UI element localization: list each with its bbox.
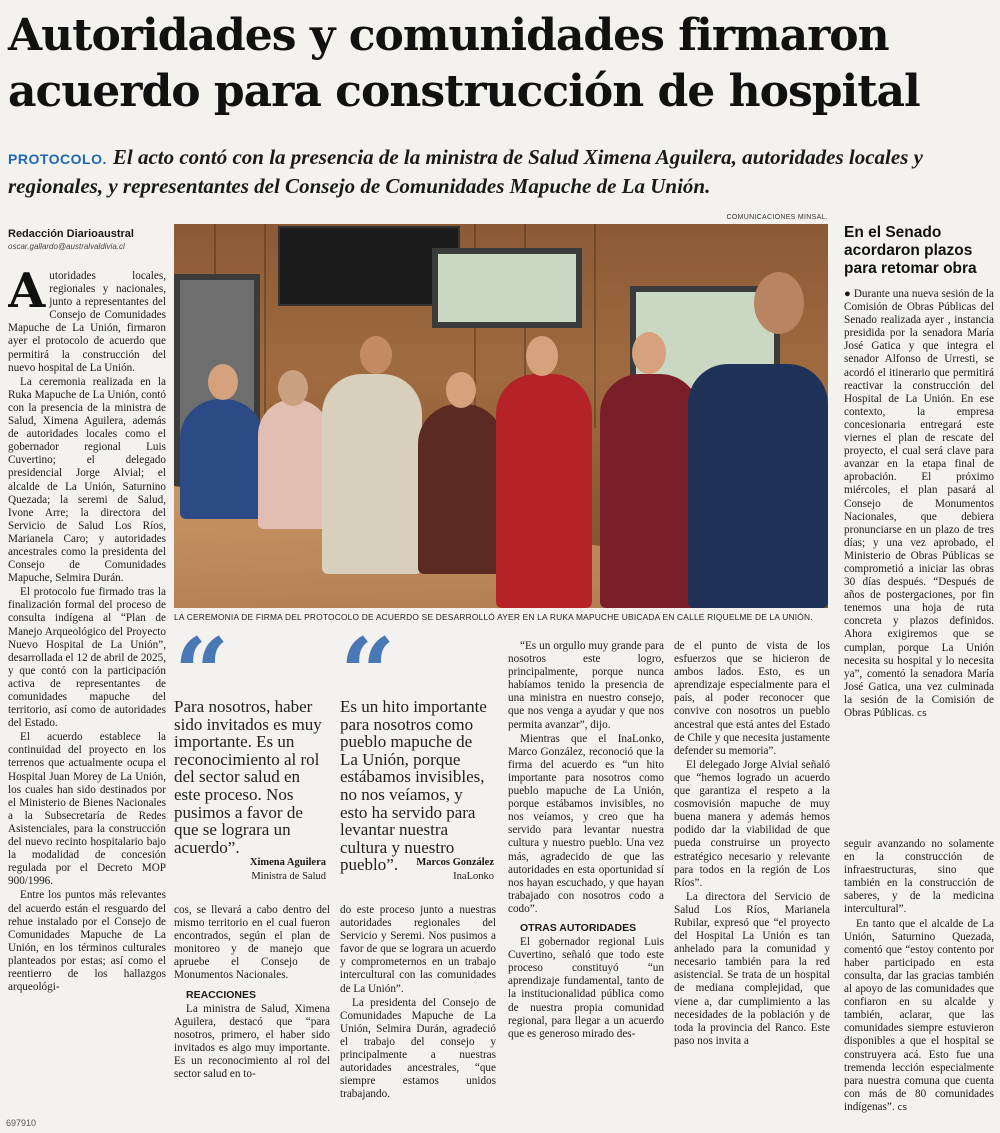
section-head-reacciones: REACCIONES	[186, 988, 257, 1001]
quote-1-author	[174, 856, 326, 884]
paragraph: cos, se llevará a cabo dentro del mismo territorio en el cual fueron encontrados, según el plan de monitoreo y de manejo que apruebe el Consejo de Monumentos Nacionales.	[174, 904, 330, 982]
dropcap: A	[8, 270, 46, 319]
paragraph: “Es un orgullo muy grande para nosotros este logro, principalmente, porque nunca habíamos tenido la presencia de una ministra en nuestro consejo, que nos venga a ayudar y que nos permita avanzar”, dijo.	[508, 640, 664, 731]
page-code: 697910	[6, 1118, 37, 1128]
paragraph: El protocolo fue firmado tras la finalización formal del proceso de consulta indígena al “Plan de Manejo Arqueológico del Proyecto Nuevo Hospital de La Unión”, desarrollada el 12 de abril de 2025, y que contó con la participación activa de representantes de comunidades mapuche del territorio, así como de autoridades del Estado.	[8, 586, 166, 730]
subhead-text: El acto contó con la presencia de la ministra de Salud Ximena Aguilera, autoridades locales y regionales, y representantes del Consejo de Comunidades Mapuche de La Unión.	[8, 145, 923, 198]
article-column-6	[844, 838, 994, 1122]
quote-1-author-role: Ministra de Salud	[251, 871, 326, 882]
subhead	[8, 144, 992, 200]
byline	[8, 228, 168, 251]
quote-2-author-name: Marcos González	[416, 857, 494, 868]
paragraph: do este proceso junto a nuestras autoridades regionales del Servicio y Seremi. Nos pusimos a favor de que se lograra un acuerdo y comprometernos en un trabajo intercultural con las comunidades de La Unión”.	[340, 904, 496, 995]
article-column-5	[674, 640, 830, 1122]
paragraph: El gobernador regional Luis Cuvertino, señaló que todo este proceso constituyó “un aprendizaje fundamental, tanto de la institucionalidad pública como de nuestra propia comunidad regional, para llegar a un acuerdo que es generoso mirado des-	[508, 936, 664, 1040]
quote-mark-2	[340, 634, 395, 690]
paragraph: La presidenta del Consejo de Comunidades Mapuche de La Unión, Selmira Durán, agradeció el trabajo del consejo y principalmente a nuestras autoridades ancestrales, “que siempre estamos unidos trabajando.	[340, 996, 496, 1101]
article-column-3	[340, 904, 496, 1124]
article-column-4	[508, 640, 664, 1122]
window	[432, 248, 582, 328]
quote-mark-1	[174, 634, 229, 690]
article-column-1	[8, 270, 166, 1120]
kicker: PROTOCOLO.	[8, 151, 107, 167]
end-mark-icon: cs	[917, 709, 927, 719]
paragraph: Autoridades locales, regionales y nacionales, junto a representantes del Consejo de Comunidades Mapuche de La Unión, firmaron ayer el protocolo de acuerdo que permitirá la construcción del nuevo hospital de La Unión.	[8, 270, 166, 374]
paragraph: de el punto de vista de los esfuerzos que se hicieron de ambos lados. Esto, es un aprendizaje especialmente para el país, al poder reconocer que convive con nosotros un pueblo ancestral que está antes del Estado de Chile y que necesita justamente defender su memoria”.	[674, 640, 830, 757]
paragraph: El delegado Jorge Alvial señaló que “hemos logrado un acuerdo que garantiza el respeto a la cosmovisión mapuche de muy buena manera y además hemos podido dar la viabilidad de que pueda construirse un proyecto estratégico necesario y relevante para todos en la región de Los Ríos”.	[674, 758, 830, 889]
sidebar-body	[844, 288, 994, 818]
paragraph: ● Durante una nueva sesión de la Comisión de Obras Públicas del Senado realizada ayer , instancia presidida por la senadora María José Gatica y que integra el senador Alfonso de Urresti, se acordó el itinerario que permitirá reactivar la construcción del Hospital de La Unión. En ese contexto, la empresa concesionaria entregará este viernes el plan de rescate del proyecto, el cual será clave para avanzar en la etapa final de aprobación. El próximo miércoles, el plan pasará al Consejo de Monumentos Nacionales, que debiera pronunciarse en un plazo de tres días; y una vez aprobado, el Ministerio de Obras Públicas se comprometió a iniciar las obras 30 días después. “Después de años de postergaciones, por fin tenemos una hoja de ruta concreta y plazos definidos. Ahora exigiremos que se cumplan, porque La Unión necesita su hospital y lo necesita ya”, comentó la senadora María José Gatica, una vez culminada la sesión de la Comisión de Obras Públicas. cs	[844, 288, 994, 719]
photo-credit: COMUNICACIONES MINSAL.	[726, 214, 828, 221]
ceremony-photo	[174, 224, 828, 608]
paragraph: Mientras que el InaLonko, Marco González, reconoció que la firma del acuerdo es “un hito importante para nosotros como pueblo mapuche de La Unión, porque estábamos invisibles, no nos veíamos, y creo que ha servido para levantar nuestra cultura y nuestro pueblo. Una vez más, agradecido de que las autoridades en esta oportunidad sí nos hayan escuchado, y que hayan trabajado con nosotros codo a codo”.	[508, 732, 664, 915]
section-head-otras-autoridades: OTRAS AUTORIDADES	[520, 921, 637, 934]
quote-2-author-role: InaLonko	[453, 871, 494, 882]
quote-1-author-name: Ximena Aguilera	[249, 857, 326, 868]
paragraph: La ceremonia realizada en la Ruka Mapuche de La Unión, contó con la presencia de la ministra de Salud, Ximena Aguilera, además de autoridades locales como el gobernador regional Luis Cuvertino; el delegado presidencial Jorge Alvial; el alcalde de La Unión, Saturnino Quezada; la seremi de Salud, Ivone Arre; la directora del Servicio de Salud Los Ríos, Marianela Caro; y autoridades ancestrales como la presidenta del Consejo de Comunidades Mapuche, Selmira Durán.	[8, 375, 166, 585]
paragraph: En tanto que el alcalde de La Unión, Saturnino Quezada, comentó que “estoy contento por haber participado en esta consulta, dar las gracias también al apoyo de las comunidades que confiaron en su alcalde y también, aclarar, que las comunidades siempre estuvieron disponibles a que el hospital se construyera acá. Esto fue una tremenda lección especialmente para nuestra comuna que cuenta con más de 80 comunidades indígenas”. cs	[844, 917, 994, 1113]
paragraph: La ministra de Salud, Ximena Aguilera, destacó que “para nosotros, primero, el haber sido invitados es algo muy importante. Es un reconocimiento al rol del sector salud en to-	[174, 1002, 330, 1081]
paragraph: La directora del Servicio de Salud Los Ríos, Marianela Rubilar, expresó que “el proyecto del Hospital La Unión es tan anhelado para la comunidad y necesario también para la red asistencial. Se trata de un hospital de mediana complejidad, que viene a, dar cumplimiento a las necesidades de la población y de toda la provincia del Ranco. Este paso nos invita a	[674, 890, 830, 1047]
quote-2-text: Es un hito importante para nosotros como pueblo mapuche de La Unión, porque estábamos invisibles, no nos veíamos, y esto ha servido para levantar nuestra cultura y nuestro pueblo”.	[340, 697, 487, 875]
photo-caption: LA CEREMONIA DE FIRMA DEL PROTOCOLO DE ACUERDO SE DESARROLLÓ AYER EN LA RUKA MAPUCHE UBICADA EN CALLE RIQUELME DE LA UNIÓN.	[174, 612, 813, 622]
end-mark-icon: cs	[897, 1102, 908, 1113]
article-column-2	[174, 904, 330, 1124]
quote-1-text: Para nosotros, haber sido invitados es muy importante. Es un reconocimiento al rol del sector salud en este proceso. Nos pusimos a favor de que se lograra un acuerdo”.	[174, 697, 322, 857]
paragraph: seguir avanzando no solamente en la construcción de infraestructuras, sino que también en la construcción de saberes, y de la medicina intercultural”.	[844, 838, 994, 916]
headline: Autoridades y comunidades firmaron acuerdo para construcción de hospital	[8, 10, 920, 117]
paragraph: Entre los puntos más relevantes del acuerdo están el resguardo del rehue instalado por el Consejo de Comunidades Mapuche de La Unión, en los términos culturales planteados por estas; así como el reentierro de los hallazgos arqueológi-	[8, 889, 166, 994]
byline-name: Redacción Diarioaustral	[8, 228, 134, 240]
sidebar-title: En el Senado acordaron plazos para retomar obra	[844, 224, 977, 277]
quote-2-author	[340, 856, 494, 884]
byline-email: oscar.gallardo@australvaldivia.cl	[8, 242, 125, 251]
paragraph: El acuerdo establece la continuidad del proyecto en los terrenos que actualmente ocupa el Hospital Juan Morey de La Unión, los cuales han sido destinados por el Ministerio de Bienes Nacionales a la Subsecretaría de Redes Asistenciales, para la construcción del nuevo recinto hospitalario bajo la modalidad de concesión regulada por el Decreto MOP 900/1996.	[8, 731, 166, 888]
